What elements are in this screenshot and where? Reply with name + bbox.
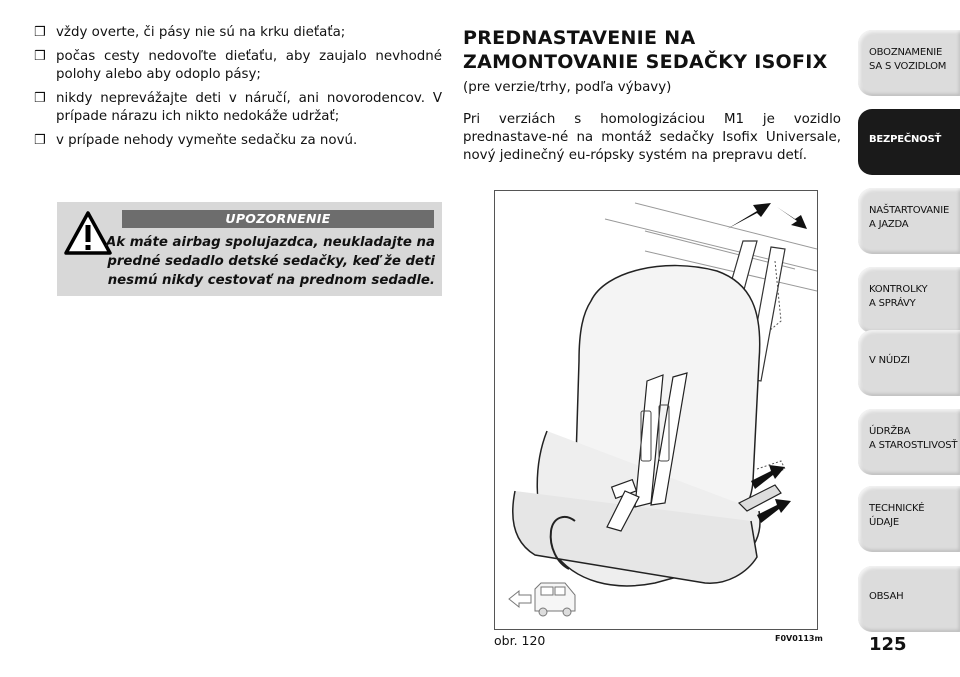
bullet-list — [34, 24, 442, 150]
tab-label: A SPRÁVY — [869, 298, 916, 309]
bullet-text: nikdy neprevážajte deti v náručí, ani novorodencov. V prípade nárazu ich nikto nedokáže udržať; — [56, 91, 442, 124]
warning-header: UPOZORNENIE — [122, 210, 434, 228]
tab-label: V NÚDZI — [869, 355, 910, 366]
warning-text: Ak máte airbag spolujazdca, neukladajte na predné sedadlo detské sedačky, keď že deti nesmú nikdy cestovať na prednom sedadle. — [105, 235, 435, 288]
page-number: 125 — [869, 634, 907, 655]
section-paragraph: Pri verziách s homologizáciou M1 je vozidlo prednastave-né na montáž sedačky Isofix Universale, nový jedinečný eu-rópsky systém na prepravu detí. — [463, 112, 841, 163]
list-item — [34, 90, 442, 126]
tab-obsah[interactable] — [858, 566, 960, 632]
tab-label: TECHNICKÉ — [869, 503, 925, 514]
section-title — [463, 26, 841, 74]
child-seat-drawing — [495, 191, 817, 629]
tab-label: A STAROSTLIVOSŤ — [869, 440, 958, 451]
tab-label: ÚDRŽBA — [869, 426, 911, 437]
tab-label: SA S VOZIDLOM — [869, 61, 947, 72]
tab-kontrolky[interactable] — [858, 267, 960, 333]
bullet-text: počas cesty nedovoľte dieťaťu, aby zaujalo nevhodné polohy alebo aby odoplo pásy; — [56, 49, 442, 82]
tab-label: NAŠTARTOVANIE — [869, 205, 950, 216]
list-item — [34, 24, 442, 42]
checkbox-icon: ❒ — [34, 49, 46, 64]
isofix-seat-illustration — [494, 190, 818, 630]
tab-nastartovanie[interactable] — [858, 188, 960, 254]
checkbox-icon: ❒ — [34, 91, 46, 106]
tab-label: BEZPEČNOSŤ — [869, 134, 942, 145]
tab-label: OBOZNAMENIE — [869, 47, 943, 58]
bullet-text: v prípade nehody vymeňte sedačku za novú. — [56, 133, 358, 148]
tab-v-nudzi[interactable] — [858, 330, 960, 396]
tab-oboznamenie[interactable] — [858, 30, 960, 96]
section-title-line: PREDNASTAVENIE NA — [463, 27, 696, 49]
section-subtitle: (pre verzie/trhy, podľa výbavy) — [463, 80, 672, 95]
list-item — [34, 132, 442, 150]
left-column — [34, 24, 442, 156]
list-item — [34, 48, 442, 84]
tab-label: OBSAH — [869, 591, 904, 602]
tab-udrzba[interactable] — [858, 409, 960, 475]
figure-code: F0V0113m — [775, 634, 823, 643]
tab-bezpecnost[interactable] — [858, 109, 960, 175]
bullet-text: vždy overte, či pásy nie sú na krku dieťaťa; — [56, 25, 346, 40]
section-title-line: ZAMONTOVANIE SEDAČKY ISOFIX — [463, 51, 828, 73]
warning-box — [57, 202, 442, 296]
tab-label: KONTROLKY — [869, 284, 928, 295]
figure-caption: obr. 120 — [494, 633, 546, 648]
tab-label: A JAZDA — [869, 219, 909, 230]
section-column — [463, 26, 841, 165]
tab-technicke-udaje[interactable] — [858, 486, 960, 552]
checkbox-icon: ❒ — [34, 133, 46, 148]
checkbox-icon: ❒ — [34, 25, 46, 40]
tab-label: ÚDAJE — [869, 517, 899, 528]
